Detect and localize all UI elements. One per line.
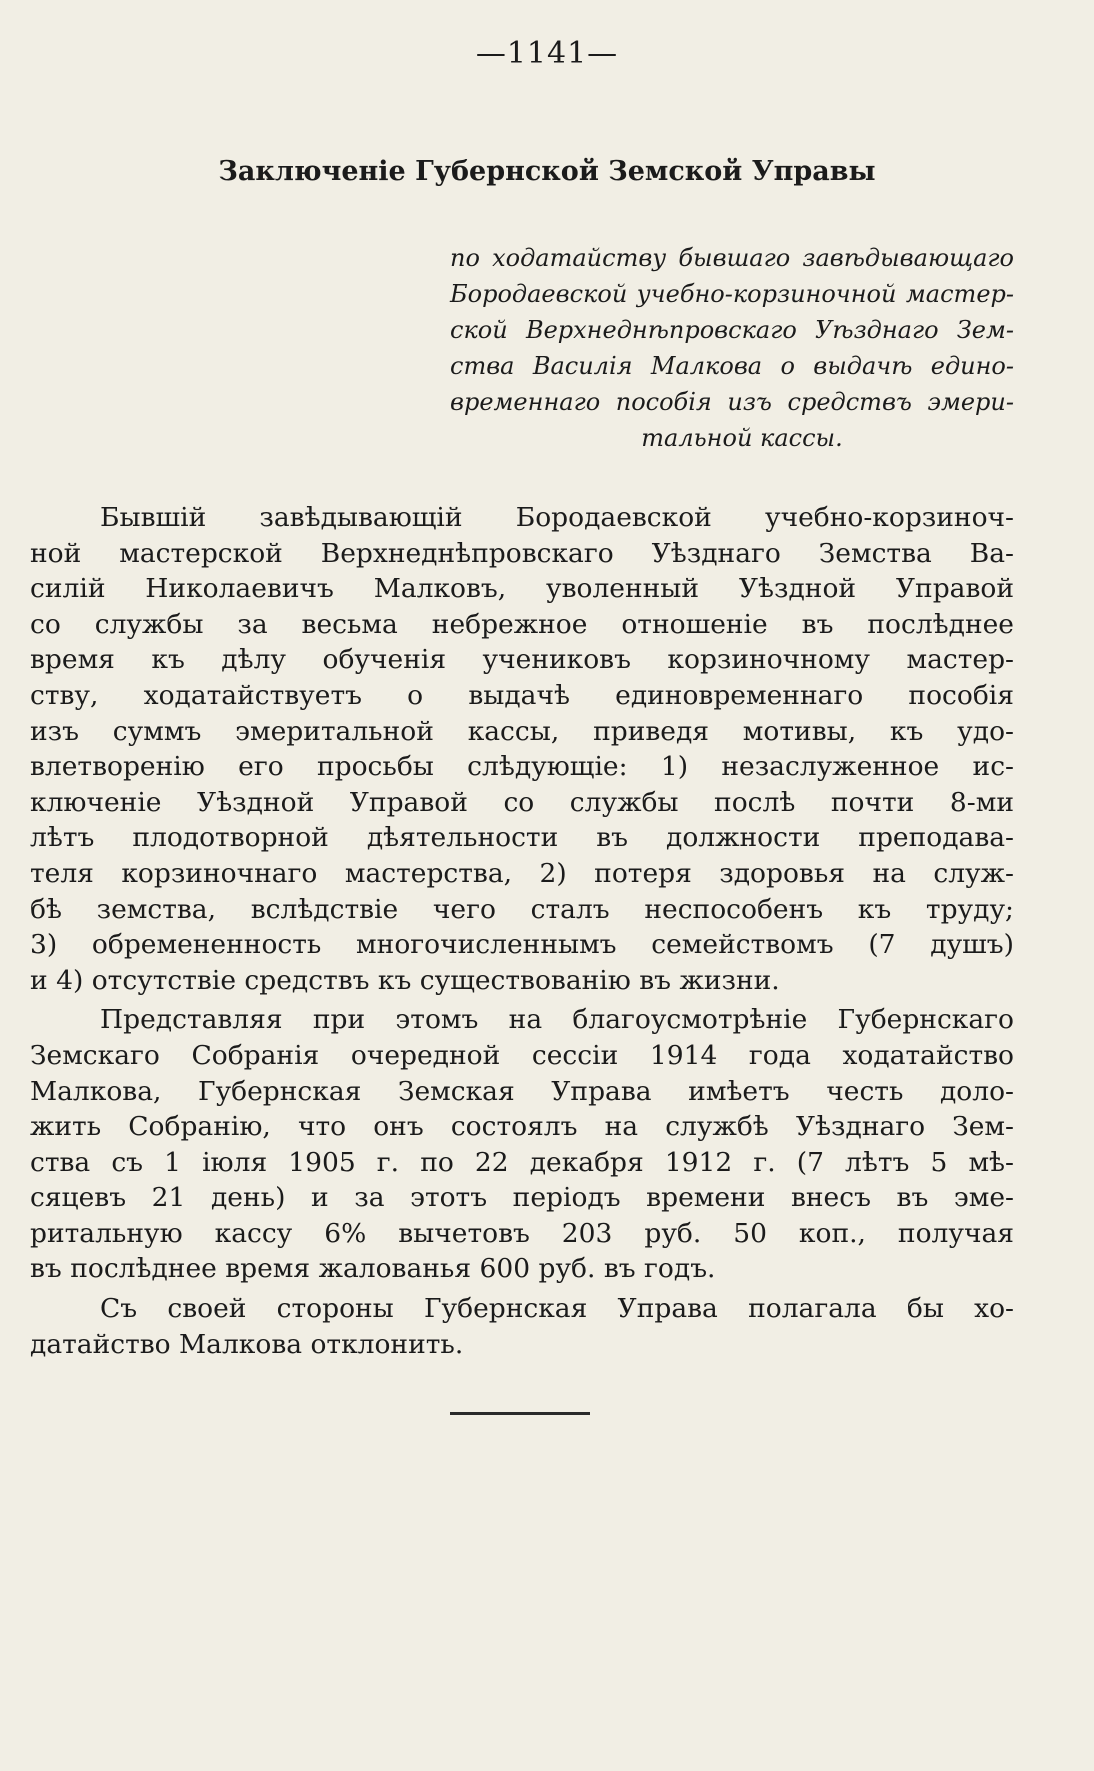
text-line: Бывшiй завѣдывающiй Бородаевской учебно-корзиноч- <box>100 502 1014 533</box>
text-line: влетворенiю его просьбы слѣдующiе: 1) незаслуженное ис- <box>30 751 1014 783</box>
text-line: Съ своей стороны Губернская Управа полагала бы хо- <box>100 1293 1014 1325</box>
subject-block <box>450 240 1014 456</box>
text-line: сяцевъ 21 день) и за этотъ перiодъ времени внесъ въ эме- <box>30 1182 1014 1214</box>
subject-line: ства Василiя Малкова о выдачѣ едино- <box>450 352 1014 380</box>
text-line: 3) обремененность многочисленнымъ семействомъ (7 душъ) <box>30 929 1014 961</box>
subject-line: тальной кассы. <box>641 424 843 452</box>
text-line: ключенiе Уѣздной Управой со службы послѣ почти 8-ми <box>30 786 1014 818</box>
text-line: лѣтъ плодотворной дѣятельности въ должности преподава- <box>30 822 1014 854</box>
closing-rule <box>450 1412 590 1415</box>
text-line: ству, ходатайствуетъ о выдачѣ единовременнаго пособiя <box>30 679 1014 711</box>
text-line: Земскаго Собранiя очередной сессiи 1914 года ходатайство <box>30 1039 1014 1071</box>
page-number: —1141— <box>475 36 619 71</box>
text-line: Представляя при этомъ на благоусмотрѣнiе Губернскаго <box>100 1004 1014 1036</box>
body-text <box>30 500 1014 1362</box>
paragraph-1 <box>30 500 1014 998</box>
text-line: Малкова, Губернская Земская Управа имѣетъ честь доло- <box>30 1075 1014 1107</box>
text-line: со службы за весьма небрежное отношенiе въ послѣднее <box>30 608 1014 640</box>
text-line: ной мастерской Верхнеднѣпровскаго Уѣзднаго Земства Ва- <box>30 537 1014 569</box>
text-line: въ послѣднее время жалованья 600 руб. въ годъ. <box>30 1253 716 1285</box>
subject-line: Бородаевской учебно-корзиночной мастер- <box>450 280 1014 308</box>
text-line: датайство Малкова отклонить. <box>30 1328 464 1360</box>
text-line: изъ суммъ эмеритальной кассы, приведя мотивы, къ удо- <box>30 715 1014 747</box>
subject-line: временнаго пособiя изъ средствъ эмери- <box>450 388 1014 416</box>
text-line: и 4) отсутствiе средствъ къ существованiю въ жизни. <box>30 964 780 996</box>
subject-line: по ходатайству бывшаго завѣдывающаго <box>450 244 1014 272</box>
text-line: жить Собранiю, что онъ состоялъ на службѣ Уѣзднаго Зем- <box>30 1111 1014 1143</box>
text-line: теля корзиночнаго мастерства, 2) потеря здоровья на служ- <box>30 857 1014 889</box>
text-line: ритальную кассу 6% вычетовъ 203 руб. 50 коп., получая <box>30 1217 1014 1249</box>
document-title: Заключенiе Губернской Земской Управы <box>218 156 876 187</box>
text-line: бѣ земства, вслѣдствiе чего сталъ неспособенъ къ труду; <box>30 893 1014 925</box>
text-line: ства съ 1 iюля 1905 г. по 22 декабря 1912 г. (7 лѣтъ 5 мѣ- <box>30 1146 1014 1178</box>
subject-line: ской Верхнеднѣпровскаго Уѣзднаго Зем- <box>450 316 1014 344</box>
paragraph-2 <box>30 1002 1014 1287</box>
paragraph-3 <box>30 1291 1014 1362</box>
text-line: время къ дѣлу обученiя учениковъ корзиночному мастер- <box>30 644 1014 676</box>
text-line: силiй Николаевичъ Малковъ, уволенный Уѣздной Управой <box>30 573 1014 605</box>
